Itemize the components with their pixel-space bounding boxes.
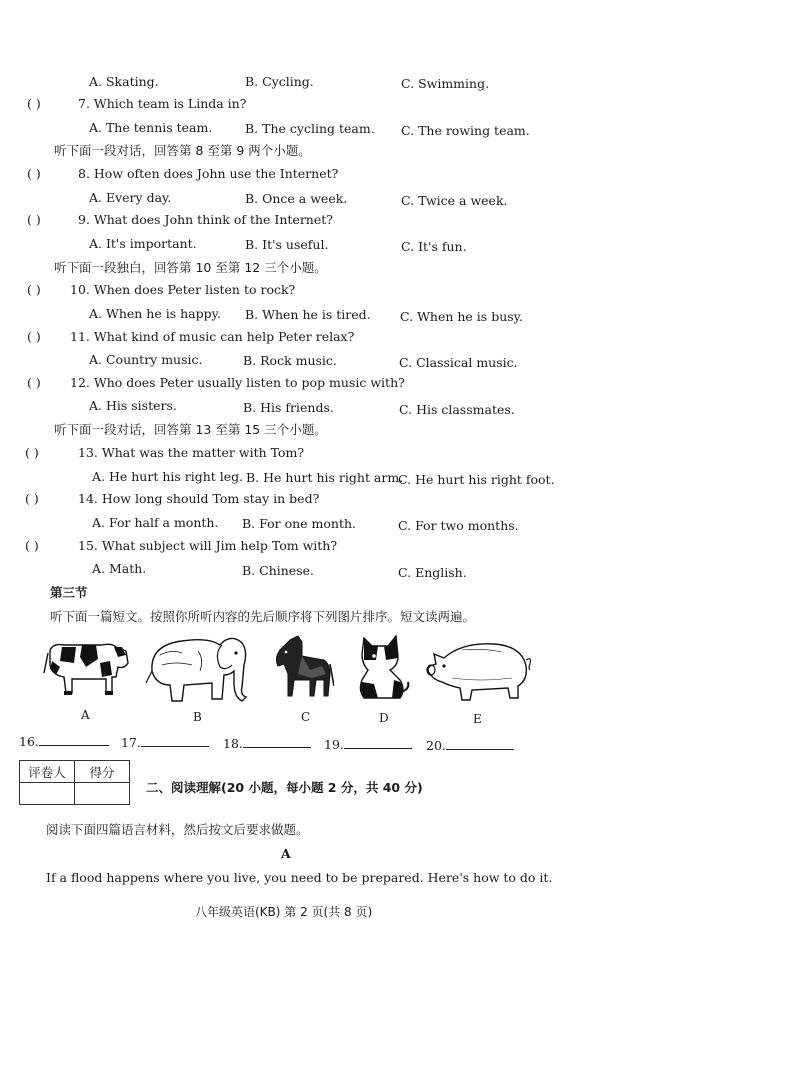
picture-label-d: D	[379, 711, 389, 725]
answer-paren[interactable]: ( )	[25, 491, 39, 506]
option-c: C. He hurt his right foot.	[398, 472, 555, 487]
answer-blank-16[interactable]: 16.	[19, 733, 109, 749]
picture-label-c: C	[301, 710, 311, 724]
answer-paren[interactable]: ( )	[27, 166, 41, 181]
pig-icon	[422, 634, 532, 704]
option-b: B. When he is tired.	[245, 307, 371, 322]
option-c: C. English.	[398, 565, 467, 580]
answer-blank-19[interactable]: 19.	[324, 736, 412, 752]
option-b: B. Chinese.	[242, 563, 314, 578]
picture-label-b: B	[193, 710, 202, 724]
cat-icon	[354, 632, 412, 702]
option-a: A. The tennis team.	[89, 120, 213, 135]
answer-paren[interactable]: ( )	[25, 538, 39, 553]
answer-paren[interactable]: ( )	[27, 96, 41, 111]
option-b: B. It's useful.	[245, 237, 329, 252]
option-a: A. Every day.	[89, 190, 172, 205]
picture-label-a: A	[81, 708, 90, 722]
cow-icon	[42, 633, 130, 699]
passage-first-line: If a flood happens where you live, you need to be prepared. Here's how to do it.	[46, 870, 553, 885]
option-c: C. His classmates.	[399, 402, 515, 417]
instruction-dialog-13-15: 听下面一段对话，回答第 13 至第 15 三个小题。	[54, 422, 327, 437]
score-cell[interactable]	[75, 783, 130, 805]
question-text: 13. What was the matter with Tom?	[78, 445, 305, 460]
option-c: C. For two months.	[398, 518, 519, 533]
question-text: 9. What does John think of the Internet?	[78, 212, 333, 227]
elephant-icon	[142, 631, 254, 705]
question-text: 14. How long should Tom stay in bed?	[78, 491, 320, 506]
passage-title: A	[281, 846, 291, 861]
question-text: 15. What subject will Jim help Tom with?	[78, 538, 338, 553]
option-a: A. He hurt his right leg.	[92, 469, 244, 484]
option-a: A. It's important.	[89, 236, 197, 251]
grader-label: 评卷人	[20, 761, 75, 783]
option-c: C. It's fun.	[401, 239, 467, 254]
option-a: A. Country music.	[89, 352, 203, 367]
part-two-instruction: 阅读下面四篇语言材料，然后按文后要求做题。	[46, 822, 309, 837]
option-b: B. His friends.	[243, 400, 334, 415]
answer-blank-20[interactable]: 20.	[426, 737, 514, 753]
answer-paren[interactable]: ( )	[25, 445, 39, 460]
question-text: 8. How often does John use the Internet?	[78, 166, 339, 181]
option-a: A. His sisters.	[89, 398, 177, 413]
option-b: B. The cycling team.	[245, 121, 375, 136]
question-text: 10. When does Peter listen to rock?	[70, 282, 296, 297]
page-footer: 八年级英语(KB) 第 2 页(共 8 页)	[195, 905, 373, 919]
instruction-dialog-8-9: 听下面一段对话，回答第 8 至第 9 两个小题。	[54, 143, 311, 158]
question-text: 12. Who does Peter usually listen to pop music with?	[70, 375, 405, 390]
q6-option-a: A. Skating.	[89, 74, 159, 89]
q6-option-b: B. Cycling.	[245, 74, 314, 89]
option-b: B. Once a week.	[245, 191, 348, 206]
horse-icon	[272, 634, 334, 702]
grader-cell[interactable]	[20, 783, 75, 805]
option-a: A. For half a month.	[92, 515, 219, 530]
part-two-heading: 二、阅读理解(20 小题，每小题 2 分，共 40 分)	[146, 780, 423, 795]
question-text: 11. What kind of music can help Peter relax?	[70, 329, 355, 344]
answer-blank-17[interactable]: 17.	[121, 734, 209, 750]
option-b: B. For one month.	[242, 516, 357, 531]
option-a: A. When he is happy.	[89, 306, 221, 321]
option-c: C. When he is busy.	[400, 309, 524, 324]
option-c: C. Classical music.	[399, 355, 518, 370]
answer-paren[interactable]: ( )	[27, 329, 41, 344]
answer-paren[interactable]: ( )	[27, 282, 41, 297]
option-c: C. Twice a week.	[401, 193, 508, 208]
option-b: B. Rock music.	[243, 353, 337, 368]
score-label: 得分	[75, 761, 130, 783]
answer-blank-18[interactable]: 18.	[223, 735, 311, 751]
option-a: A. Math.	[92, 561, 147, 576]
option-b: B. He hurt his right arm.	[246, 470, 404, 485]
answer-paren[interactable]: ( )	[27, 212, 41, 227]
instruction-monologue-10-12: 听下面一段独白，回答第 10 至第 12 三个小题。	[54, 260, 327, 275]
answer-paren[interactable]: ( )	[27, 375, 41, 390]
picture-label-e: E	[473, 712, 482, 726]
question-text: 7. Which team is Linda in?	[78, 96, 247, 111]
section-title: 第三节	[50, 585, 88, 600]
section-instruction: 听下面一篇短文。按照你所听内容的先后顺序将下列图片排序。短文读两遍。	[50, 609, 476, 624]
q6-option-c: C. Swimming.	[401, 76, 490, 91]
score-table	[19, 760, 130, 805]
option-c: C. The rowing team.	[401, 123, 530, 138]
